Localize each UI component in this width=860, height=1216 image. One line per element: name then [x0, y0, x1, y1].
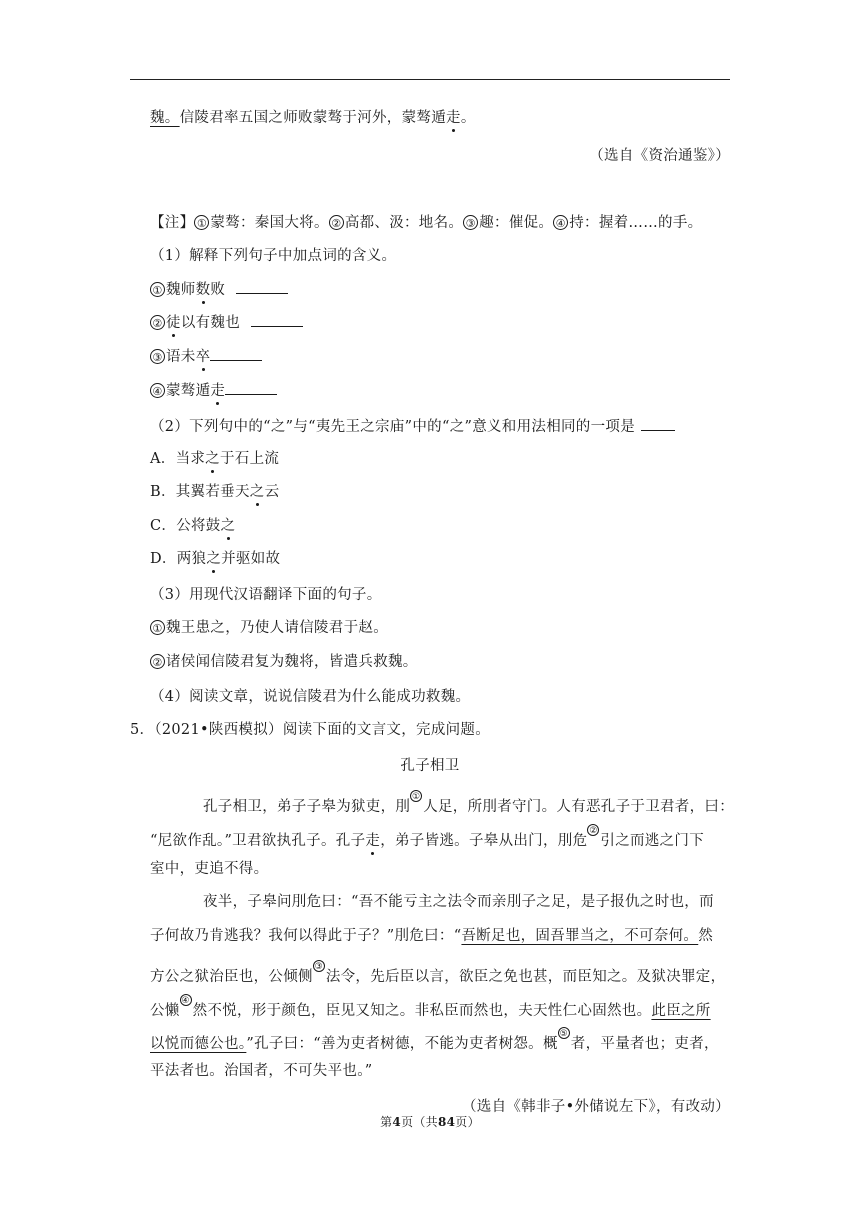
question-3-sentence-2: ② 诸侯闻信陵君复为魏将，皆遣兵救魏。 — [150, 652, 418, 672]
question-5-stem: 5．（2021•陕西模拟）阅读下面的文言文，完成问题。 — [130, 722, 491, 738]
dotted-char: 之 — [206, 551, 222, 567]
dotted-char: 走 — [446, 110, 461, 126]
dotted-char: 之 — [205, 451, 220, 467]
footnote-marker: ② — [589, 826, 598, 836]
dotted-char: 之 — [220, 518, 236, 534]
passage-paragraph-2-line-4: 公懒④然不悦，形于颜色，臣见又知之。非私臣而然也，夫天性仁心固然也。此臣之所 — [150, 996, 711, 1019]
question-3-sentence-1: ① 魏王患之，乃使人请信陵君于赵。 — [150, 618, 388, 638]
passage-paragraph-2-line-3: 方公之狱治臣也，公倾侧③法令，先后臣以言，欲臣之免也甚，而臣知之。及狱决罪定， — [150, 962, 726, 985]
dotted-char: 数 — [195, 282, 211, 298]
dotted-char: 走 — [210, 383, 226, 399]
passage-title: 孔子相卫 — [400, 758, 460, 774]
source-citation-1: （选自《资治通鉴》） — [589, 148, 730, 164]
dotted-char: 之 — [249, 484, 265, 500]
answer-blank[interactable] — [210, 346, 262, 361]
option-c[interactable]: C．公将鼓之 — [150, 518, 236, 534]
circled-number: ① — [194, 215, 209, 230]
footnote-marker: ④ — [181, 996, 190, 1006]
option-a[interactable]: A．当求之于石上流 — [150, 451, 280, 467]
circled-number: ② — [329, 215, 344, 230]
answer-blank[interactable] — [641, 416, 675, 431]
option-d[interactable]: D．两狼之并驱如故 — [150, 551, 281, 567]
header-rule — [130, 79, 730, 80]
question-1-item-4: ④ 蒙骜遁走 — [150, 380, 277, 401]
underlined-sentence: 以悦而德公也。 — [150, 1035, 247, 1052]
page-number: 4 — [392, 1115, 402, 1129]
passage-paragraph-1-line-2: “尼欲作乱。”卫君欲执孔子。孔子走，弟子皆逃。子皋从出门，刖危②引之而逃之门下 — [150, 826, 704, 849]
underlined-sentence: 吾断足也，固吾罪当之，不可奈何。 — [461, 928, 699, 944]
underlined-sentence: 此臣之所 — [651, 1002, 711, 1019]
circled-number: ③ — [463, 215, 478, 230]
total-pages: 84 — [437, 1115, 456, 1129]
dotted-char: 走 — [365, 832, 381, 849]
answer-blank[interactable] — [236, 279, 288, 294]
dotted-char: 卒 — [195, 349, 211, 365]
question-4-stem: （4）阅读文章，说说信陵君为什么能成功救魏。 — [150, 689, 471, 705]
source-citation-2: （选自《韩非子•外储说左下》，有改动） — [461, 1099, 730, 1115]
footnote-marker: ⑤ — [559, 1029, 568, 1039]
page-footer: 第4页（共84页） — [380, 1115, 480, 1129]
passage-paragraph-1-line-1: 孔子相卫，弟子子皋为狱吏，刖①人足，所刖者守门。人有恶孔子于卫君者，曰： — [203, 792, 735, 815]
underlined-text: 魏。 — [150, 110, 180, 126]
footnote-marker: ① — [412, 792, 421, 802]
passage-paragraph-2-line-2: 子何故乃肯逃我？我何以得此于子？”刖危曰：“吾断足也，固吾罪当之，不可奈何。然 — [150, 928, 714, 944]
passage-paragraph-2-line-1: 夜半，子皋问刖危曰：“吾不能亏主之法令而亲刖子之足，是子报仇之时也，而 — [203, 894, 714, 910]
option-b[interactable]: B．其翼若垂天之云 — [150, 484, 280, 500]
footnote-marker: ③ — [314, 962, 323, 972]
annotation-notes: 【注】 ① 蒙骜：秦国大将。 ② 高都、汲：地名。 ③ 趣：催促。 ④ 持：握着……的手。 — [150, 215, 703, 231]
answer-blank[interactable] — [225, 380, 277, 395]
circled-number: ④ — [553, 215, 568, 230]
dotted-char: 徒 — [166, 315, 181, 331]
passage-paragraph-2-line-6: 平法者也。治国者，不可失平也。” — [150, 1063, 373, 1079]
question-3-stem: （3）用现代汉语翻译下面的句子。 — [150, 587, 382, 603]
passage-paragraph-1-line-3: 室中，吏追不得。 — [150, 861, 269, 877]
question-1-item-3: ③ 语未卒 — [150, 346, 262, 367]
question-1-item-2: ② 徒以有魏也 — [150, 312, 303, 333]
passage-continuation-line: 魏。信陵君率五国之师败蒙骜于河外，蒙骜遁走。 — [150, 110, 476, 126]
question-2-stem: （2）下列句中的“之”与“夷先王之宗庙”中的“之”意义和用法相同的一项是 — [150, 416, 675, 437]
question-1-item-1: ① 魏师数败 — [150, 279, 288, 300]
passage-paragraph-2-line-5: 以悦而德公也。”孔子曰：“善为吏者树德，不能为吏者树怨。概⑤者，平量者也；吏者， — [150, 1029, 719, 1052]
answer-blank[interactable] — [251, 312, 303, 327]
question-1-stem: （1）解释下列句子中加点词的含义。 — [150, 248, 397, 264]
